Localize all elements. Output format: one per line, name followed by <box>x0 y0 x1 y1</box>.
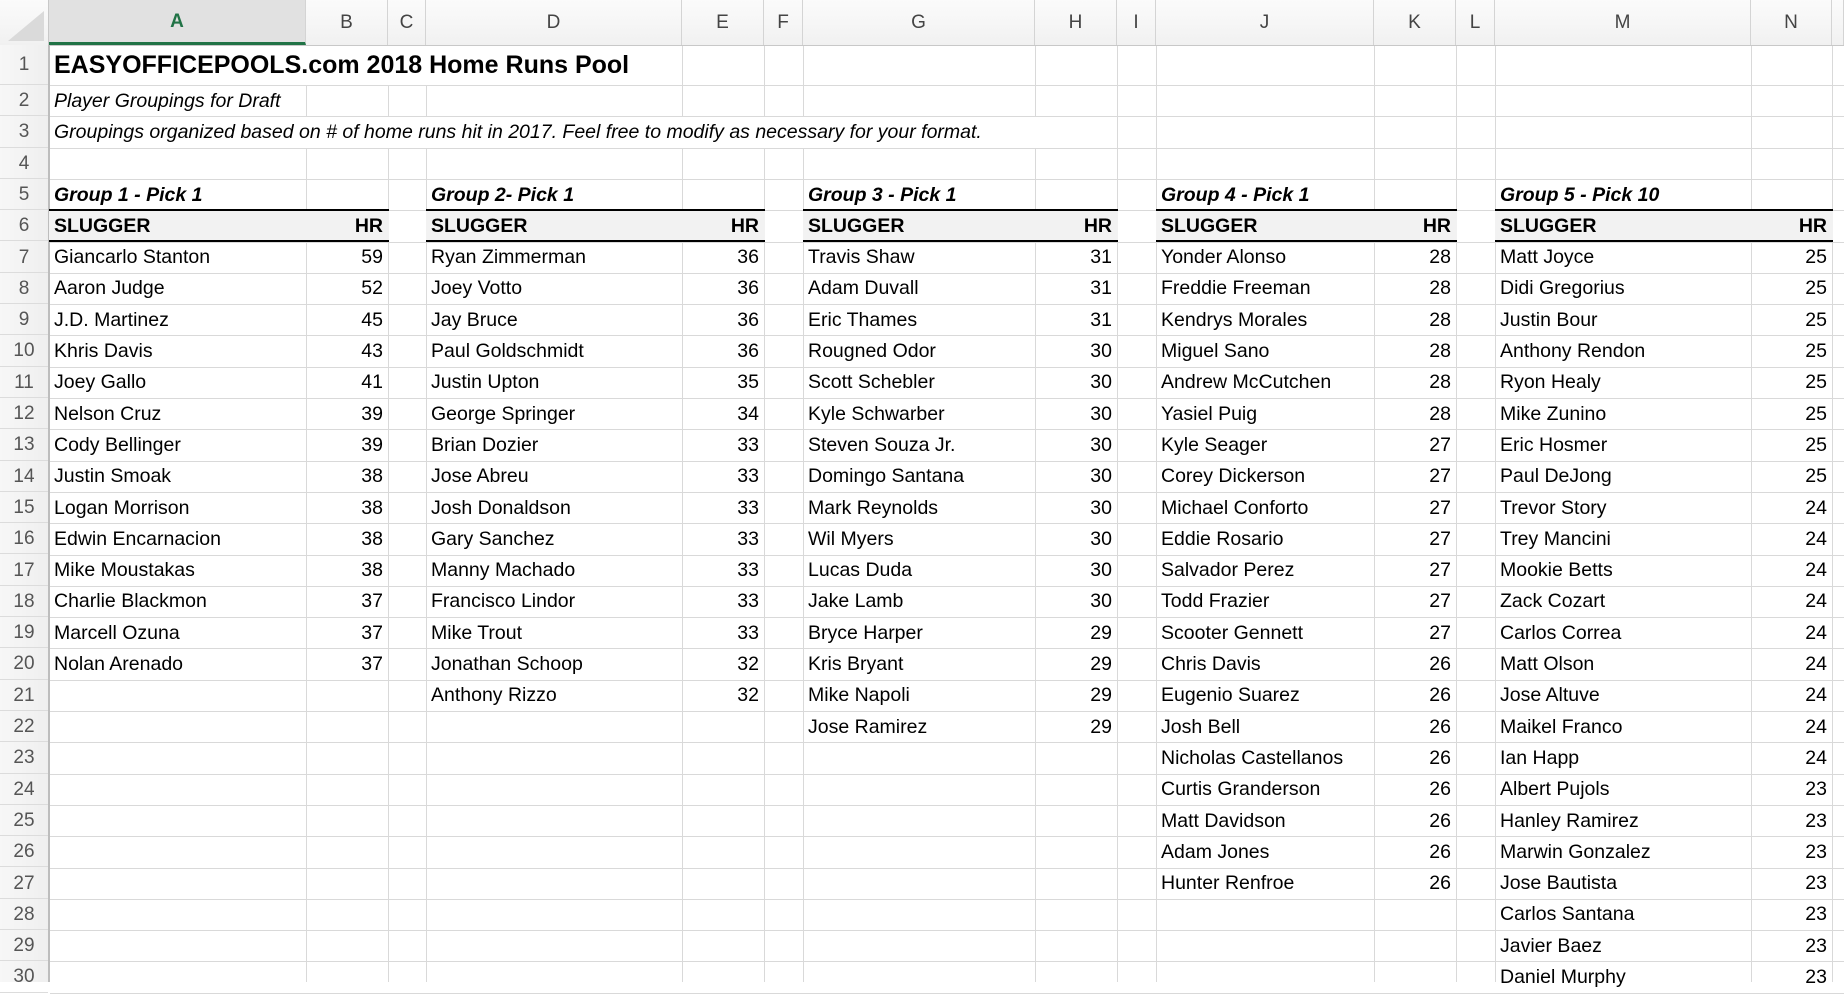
player-hr[interactable]: 25 <box>1805 277 1827 300</box>
row-header-15[interactable]: 15 <box>0 492 48 523</box>
player-hr[interactable]: 38 <box>361 496 383 519</box>
player-hr[interactable]: 38 <box>361 527 383 550</box>
player-name[interactable]: Andrew McCutchen <box>1161 371 1332 394</box>
player-name[interactable]: Zack Cozart <box>1500 590 1606 613</box>
player-hr[interactable]: 28 <box>1429 246 1451 269</box>
player-name[interactable]: Kyle Schwarber <box>808 402 945 425</box>
player-hr[interactable]: 26 <box>1429 653 1451 676</box>
column-header-g[interactable]: G <box>803 0 1035 45</box>
column-header-o[interactable] <box>1832 0 1844 45</box>
player-name[interactable]: Daniel Murphy <box>1500 966 1626 989</box>
player-hr[interactable]: 25 <box>1805 433 1827 456</box>
row-header-24[interactable]: 24 <box>0 774 48 805</box>
player-hr[interactable]: 24 <box>1805 559 1827 582</box>
row-header-16[interactable]: 16 <box>0 523 48 554</box>
player-hr[interactable]: 52 <box>361 277 383 300</box>
row-header-23[interactable]: 23 <box>0 742 48 773</box>
player-hr[interactable]: 30 <box>1090 371 1112 394</box>
player-name[interactable]: Josh Donaldson <box>431 496 571 519</box>
column-label-hr[interactable]: HR <box>1798 214 1827 237</box>
row-header-5[interactable]: 5 <box>0 179 48 210</box>
group-title[interactable]: Group 5 - Pick 10 <box>1500 183 1660 206</box>
player-name[interactable]: Justin Upton <box>431 371 540 394</box>
player-name[interactable]: Anthony Rendon <box>1500 340 1646 363</box>
player-name[interactable]: Mark Reynolds <box>808 496 939 519</box>
player-name[interactable]: Didi Gregorius <box>1500 277 1625 300</box>
player-hr[interactable]: 27 <box>1429 496 1451 519</box>
player-hr[interactable]: 28 <box>1429 340 1451 363</box>
player-name[interactable]: Bryce Harper <box>808 621 923 644</box>
player-name[interactable]: Ryan Zimmerman <box>431 246 586 269</box>
player-hr[interactable]: 23 <box>1805 778 1827 801</box>
select-all-triangle-icon <box>8 11 44 41</box>
player-hr[interactable]: 27 <box>1429 527 1451 550</box>
player-hr[interactable]: 27 <box>1429 590 1451 613</box>
player-name[interactable]: Brian Dozier <box>431 433 539 456</box>
player-name[interactable]: Javier Baez <box>1500 934 1602 957</box>
player-hr[interactable]: 27 <box>1429 621 1451 644</box>
player-hr[interactable]: 35 <box>737 371 759 394</box>
player-name[interactable]: Curtis Granderson <box>1161 778 1321 801</box>
player-name[interactable]: Giancarlo Stanton <box>54 246 211 269</box>
player-hr[interactable]: 26 <box>1429 872 1451 895</box>
player-hr[interactable]: 36 <box>737 246 759 269</box>
player-hr[interactable]: 32 <box>737 653 759 676</box>
player-name[interactable]: Albert Pujols <box>1500 778 1610 801</box>
player-hr[interactable]: 25 <box>1805 402 1827 425</box>
gridline-horizontal <box>50 85 1844 86</box>
player-hr[interactable]: 30 <box>1090 527 1112 550</box>
column-label-slugger[interactable]: SLUGGER <box>1500 214 1597 237</box>
player-hr[interactable]: 34 <box>737 402 759 425</box>
player-hr[interactable]: 30 <box>1090 340 1112 363</box>
column-label-slugger[interactable]: SLUGGER <box>808 214 905 237</box>
column-header-m[interactable]: M <box>1495 0 1751 45</box>
column-header-c[interactable]: C <box>388 0 426 45</box>
player-hr[interactable]: 24 <box>1805 746 1827 769</box>
player-name[interactable]: Adam Duvall <box>808 277 919 300</box>
column-header-f[interactable]: F <box>764 0 803 45</box>
player-name[interactable]: Jose Abreu <box>431 465 529 488</box>
player-hr[interactable]: 24 <box>1805 715 1827 738</box>
player-hr[interactable]: 25 <box>1805 246 1827 269</box>
player-name[interactable]: Justin Bour <box>1500 308 1598 331</box>
player-name[interactable]: Kris Bryant <box>808 653 904 676</box>
player-name[interactable]: Yonder Alonso <box>1161 246 1287 269</box>
gridline-horizontal <box>50 148 1844 149</box>
column-label-slugger[interactable]: SLUGGER <box>1161 214 1258 237</box>
player-name[interactable]: Scott Schebler <box>808 371 935 394</box>
player-name[interactable]: Trey Mancini <box>1500 527 1611 550</box>
player-hr[interactable]: 25 <box>1805 371 1827 394</box>
group-title[interactable]: Group 1 - Pick 1 <box>54 183 203 206</box>
player-name[interactable]: Carlos Correa <box>1500 621 1622 644</box>
player-hr[interactable]: 24 <box>1805 496 1827 519</box>
row-header-1[interactable]: 1 <box>0 45 48 85</box>
player-name[interactable]: Jay Bruce <box>431 308 518 331</box>
player-name[interactable]: Anthony Rizzo <box>431 684 557 707</box>
player-name[interactable]: Josh Bell <box>1161 715 1241 738</box>
player-hr[interactable]: 39 <box>361 433 383 456</box>
player-hr[interactable]: 26 <box>1429 684 1451 707</box>
column-header-l[interactable]: L <box>1456 0 1495 45</box>
player-hr[interactable]: 29 <box>1090 621 1112 644</box>
player-name[interactable]: Gary Sanchez <box>431 527 555 550</box>
player-hr[interactable]: 32 <box>737 684 759 707</box>
player-name[interactable]: Jake Lamb <box>808 590 904 613</box>
player-name[interactable]: Matt Davidson <box>1161 809 1286 832</box>
player-name[interactable]: Eric Thames <box>808 308 918 331</box>
player-name[interactable]: Nicholas Castellanos <box>1161 746 1344 769</box>
column-header-h[interactable]: H <box>1035 0 1117 45</box>
player-name[interactable]: Carlos Santana <box>1500 903 1635 926</box>
sheet-subtitle[interactable]: Player Groupings for Draft <box>54 89 281 112</box>
player-hr[interactable]: 45 <box>361 308 383 331</box>
player-name[interactable]: Charlie Blackmon <box>54 590 207 613</box>
row-header-21[interactable]: 21 <box>0 680 48 711</box>
column-header-d[interactable]: D <box>426 0 682 45</box>
column-header-i[interactable]: I <box>1117 0 1156 45</box>
player-name[interactable]: Justin Smoak <box>54 465 172 488</box>
group-title[interactable]: Group 4 - Pick 1 <box>1161 183 1310 206</box>
player-hr[interactable]: 28 <box>1429 402 1451 425</box>
player-name[interactable]: Steven Souza Jr. <box>808 433 956 456</box>
row-header-7[interactable]: 7 <box>0 242 48 273</box>
player-name[interactable]: Mike Trout <box>431 621 523 644</box>
player-name[interactable]: Jose Ramirez <box>808 715 928 738</box>
player-hr[interactable]: 33 <box>737 496 759 519</box>
player-name[interactable]: Marcell Ozuna <box>54 621 180 644</box>
cell-grid[interactable] <box>50 46 1844 989</box>
row-headers <box>0 45 50 988</box>
row-header-19[interactable]: 19 <box>0 617 48 648</box>
column-header-k[interactable]: K <box>1374 0 1456 45</box>
player-name[interactable]: Michael Conforto <box>1161 496 1309 519</box>
player-hr[interactable]: 24 <box>1805 653 1827 676</box>
player-name[interactable]: Lucas Duda <box>808 559 913 582</box>
player-hr[interactable]: 23 <box>1805 934 1827 957</box>
player-name[interactable]: Miguel Sano <box>1161 340 1270 363</box>
player-name[interactable]: Domingo Santana <box>808 465 965 488</box>
player-hr[interactable]: 23 <box>1805 840 1827 863</box>
player-name[interactable]: Manny Machado <box>431 559 576 582</box>
player-hr[interactable]: 31 <box>1090 277 1112 300</box>
player-name[interactable]: Todd Frazier <box>1161 590 1270 613</box>
sheet-note[interactable]: Groupings organized based on # of home runs hit in 2017. Feel free to modify as necessary for your format. <box>54 120 982 143</box>
player-name[interactable]: Corey Dickerson <box>1161 465 1306 488</box>
player-hr[interactable]: 27 <box>1429 559 1451 582</box>
player-name[interactable]: Ryon Healy <box>1500 371 1601 394</box>
player-hr[interactable]: 25 <box>1805 465 1827 488</box>
select-all-button[interactable] <box>0 0 49 45</box>
player-name[interactable]: Logan Morrison <box>54 496 190 519</box>
player-hr[interactable]: 36 <box>737 277 759 300</box>
player-hr[interactable]: 37 <box>361 590 383 613</box>
row-header-30[interactable]: 30 <box>0 961 48 992</box>
player-hr[interactable]: 33 <box>737 433 759 456</box>
player-name[interactable]: Hunter Renfroe <box>1161 872 1295 895</box>
player-hr[interactable]: 24 <box>1805 621 1827 644</box>
player-hr[interactable]: 33 <box>737 527 759 550</box>
column-label-hr[interactable]: HR <box>354 214 383 237</box>
player-hr[interactable]: 38 <box>361 465 383 488</box>
player-name[interactable]: Paul Goldschmidt <box>431 340 584 363</box>
player-name[interactable]: Matt Olson <box>1500 653 1595 676</box>
player-name[interactable]: Chris Davis <box>1161 653 1261 676</box>
player-name[interactable]: Mike Zunino <box>1500 402 1607 425</box>
player-name[interactable]: Nolan Arenado <box>54 653 184 676</box>
player-hr[interactable]: 23 <box>1805 872 1827 895</box>
player-name[interactable]: Adam Jones <box>1161 840 1270 863</box>
row-header-8[interactable]: 8 <box>0 273 48 304</box>
player-hr[interactable]: 31 <box>1090 246 1112 269</box>
row-header-18[interactable]: 18 <box>0 586 48 617</box>
player-name[interactable]: Hanley Ramirez <box>1500 809 1639 832</box>
player-hr[interactable]: 24 <box>1805 527 1827 550</box>
player-hr[interactable]: 33 <box>737 621 759 644</box>
player-name[interactable]: Freddie Freeman <box>1161 277 1311 300</box>
player-hr[interactable]: 23 <box>1805 809 1827 832</box>
player-name[interactable]: Joey Gallo <box>54 371 147 394</box>
player-hr[interactable]: 36 <box>737 308 759 331</box>
player-hr[interactable]: 24 <box>1805 590 1827 613</box>
sheet-title[interactable]: EASYOFFICEPOOLS.com 2018 Home Runs Pool <box>54 51 630 79</box>
row-header-25[interactable]: 25 <box>0 805 48 836</box>
column-header-e[interactable]: E <box>682 0 764 45</box>
player-hr[interactable]: 29 <box>1090 715 1112 738</box>
player-name[interactable]: Eddie Rosario <box>1161 527 1284 550</box>
player-name[interactable]: Joey Votto <box>431 277 523 300</box>
row-header-9[interactable]: 9 <box>0 304 48 335</box>
player-hr[interactable]: 26 <box>1429 778 1451 801</box>
player-hr[interactable]: 41 <box>361 371 383 394</box>
player-hr[interactable]: 59 <box>361 246 383 269</box>
row-header-29[interactable]: 29 <box>0 930 48 961</box>
player-name[interactable]: Scooter Gennett <box>1161 621 1304 644</box>
player-hr[interactable]: 28 <box>1429 371 1451 394</box>
row-header-14[interactable]: 14 <box>0 461 48 492</box>
player-name[interactable]: Rougned Odor <box>808 340 936 363</box>
player-name[interactable]: Khris Davis <box>54 340 153 363</box>
player-name[interactable]: Francisco Lindor <box>431 590 576 613</box>
player-hr[interactable]: 29 <box>1090 653 1112 676</box>
column-label-slugger[interactable]: SLUGGER <box>54 214 151 237</box>
player-hr[interactable]: 26 <box>1429 840 1451 863</box>
row-header-2[interactable]: 2 <box>0 85 48 116</box>
player-hr[interactable]: 26 <box>1429 746 1451 769</box>
player-hr[interactable]: 27 <box>1429 465 1451 488</box>
player-hr[interactable]: 25 <box>1805 340 1827 363</box>
player-hr[interactable]: 30 <box>1090 590 1112 613</box>
player-hr[interactable]: 29 <box>1090 684 1112 707</box>
player-hr[interactable]: 26 <box>1429 715 1451 738</box>
player-hr[interactable]: 30 <box>1090 496 1112 519</box>
player-hr[interactable]: 37 <box>361 653 383 676</box>
player-name[interactable]: Jonathan Schoop <box>431 653 583 676</box>
player-name[interactable]: Aaron Judge <box>54 277 165 300</box>
player-name[interactable]: Maikel Franco <box>1500 715 1623 738</box>
player-hr[interactable]: 33 <box>737 590 759 613</box>
row-header-11[interactable]: 11 <box>0 367 48 398</box>
row-header-6[interactable]: 6 <box>0 210 48 241</box>
row-header-17[interactable]: 17 <box>0 555 48 586</box>
column-header-n[interactable]: N <box>1751 0 1832 45</box>
player-name[interactable]: Cody Bellinger <box>54 433 181 456</box>
player-name[interactable]: Mike Napoli <box>808 684 910 707</box>
player-hr[interactable]: 25 <box>1805 308 1827 331</box>
row-header-28[interactable]: 28 <box>0 899 48 930</box>
player-name[interactable]: Mike Moustakas <box>54 559 195 582</box>
player-name[interactable]: Yasiel Puig <box>1161 402 1258 425</box>
player-name[interactable]: Salvador Perez <box>1161 559 1295 582</box>
player-name[interactable]: Travis Shaw <box>808 246 915 269</box>
column-headers <box>0 0 1844 46</box>
player-hr[interactable]: 30 <box>1090 433 1112 456</box>
column-label-slugger[interactable]: SLUGGER <box>431 214 528 237</box>
group-title[interactable]: Group 2- Pick 1 <box>431 183 575 206</box>
player-name[interactable]: Edwin Encarnacion <box>54 527 221 550</box>
player-hr[interactable]: 43 <box>361 340 383 363</box>
player-name[interactable]: Jose Bautista <box>1500 872 1618 895</box>
column-header-a[interactable]: A <box>49 0 306 45</box>
player-hr[interactable]: 39 <box>361 402 383 425</box>
row-header-22[interactable]: 22 <box>0 711 48 742</box>
player-name[interactable]: Mookie Betts <box>1500 559 1613 582</box>
row-header-4[interactable]: 4 <box>0 148 48 179</box>
player-name[interactable]: Jose Altuve <box>1500 684 1600 707</box>
player-hr[interactable]: 23 <box>1805 966 1827 989</box>
player-name[interactable]: Marwin Gonzalez <box>1500 840 1651 863</box>
row-header-3[interactable]: 3 <box>0 116 48 147</box>
player-hr[interactable]: 27 <box>1429 433 1451 456</box>
player-name[interactable]: Paul DeJong <box>1500 465 1612 488</box>
player-hr[interactable]: 38 <box>361 559 383 582</box>
player-name[interactable]: Kyle Seager <box>1161 433 1268 456</box>
row-header-27[interactable]: 27 <box>0 868 48 899</box>
player-name[interactable]: Eric Hosmer <box>1500 433 1608 456</box>
row-header-13[interactable]: 13 <box>0 429 48 460</box>
column-label-hr[interactable]: HR <box>730 214 759 237</box>
player-name[interactable]: Wil Myers <box>808 527 894 550</box>
player-name[interactable]: Eugenio Suarez <box>1161 684 1300 707</box>
player-hr[interactable]: 31 <box>1090 308 1112 331</box>
player-name[interactable]: Matt Joyce <box>1500 246 1595 269</box>
player-hr[interactable]: 26 <box>1429 809 1451 832</box>
column-header-b[interactable]: B <box>306 0 388 45</box>
player-hr[interactable]: 28 <box>1429 308 1451 331</box>
player-name[interactable]: Ian Happ <box>1500 746 1580 769</box>
player-name[interactable]: George Springer <box>431 402 576 425</box>
player-hr[interactable]: 36 <box>737 340 759 363</box>
row-header-10[interactable]: 10 <box>0 335 48 366</box>
row-header-20[interactable]: 20 <box>0 648 48 679</box>
player-hr[interactable]: 30 <box>1090 559 1112 582</box>
player-hr[interactable]: 33 <box>737 465 759 488</box>
player-name[interactable]: Trevor Story <box>1500 496 1607 519</box>
player-name[interactable]: Nelson Cruz <box>54 402 162 425</box>
player-hr[interactable]: 30 <box>1090 465 1112 488</box>
player-name[interactable]: Kendrys Morales <box>1161 308 1308 331</box>
column-header-j[interactable]: J <box>1156 0 1374 45</box>
group-title[interactable]: Group 3 - Pick 1 <box>808 183 957 206</box>
player-hr[interactable]: 30 <box>1090 402 1112 425</box>
row-header-26[interactable]: 26 <box>0 836 48 867</box>
player-hr[interactable]: 23 <box>1805 903 1827 926</box>
player-hr[interactable]: 24 <box>1805 684 1827 707</box>
column-label-hr[interactable]: HR <box>1422 214 1451 237</box>
player-hr[interactable]: 28 <box>1429 277 1451 300</box>
player-hr[interactable]: 33 <box>737 559 759 582</box>
player-name[interactable]: J.D. Martinez <box>54 308 169 331</box>
row-header-12[interactable]: 12 <box>0 398 48 429</box>
column-label-hr[interactable]: HR <box>1083 214 1112 237</box>
player-hr[interactable]: 37 <box>361 621 383 644</box>
